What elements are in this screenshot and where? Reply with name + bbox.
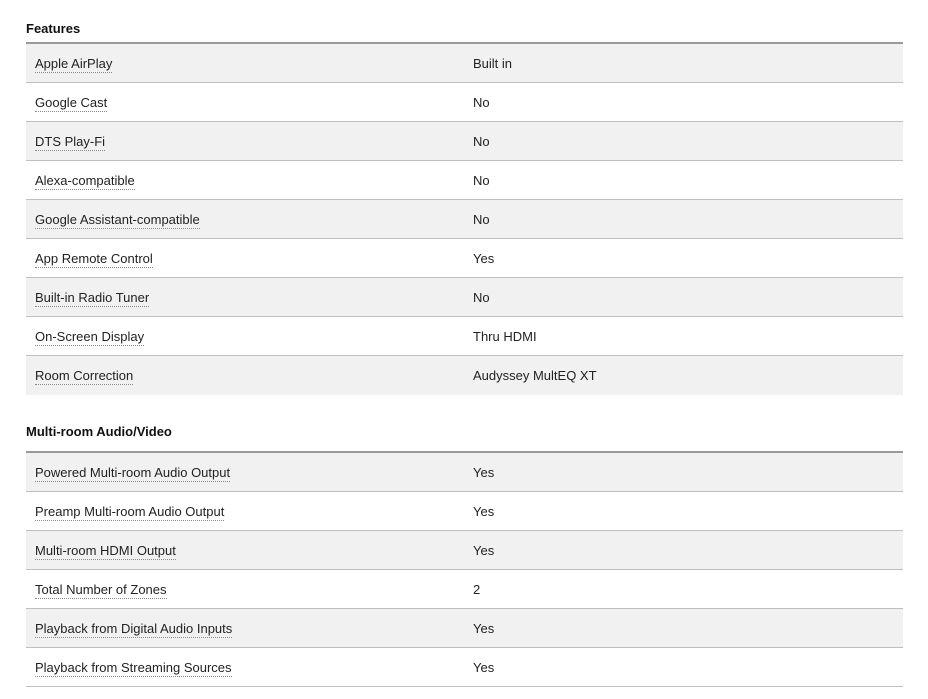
- table-row: [26, 609, 903, 648]
- spec-value: No: [473, 289, 490, 305]
- table-row: [26, 83, 903, 122]
- table-row: [26, 278, 903, 317]
- section-title-features: Features: [26, 0, 903, 44]
- table-row: [26, 570, 903, 609]
- table-row: [26, 492, 903, 531]
- spec-value: No: [473, 172, 490, 188]
- table-row: [26, 161, 903, 200]
- spec-value: Yes: [473, 250, 495, 266]
- spec-label-link[interactable]: On-Screen Display: [35, 328, 145, 344]
- table-row: [26, 200, 903, 239]
- spec-label-link[interactable]: Preamp Multi-room Audio Output: [35, 503, 225, 519]
- spec-value: No: [473, 133, 490, 149]
- spec-label-link[interactable]: Powered Multi-room Audio Output: [35, 464, 231, 480]
- table-row: [26, 317, 903, 356]
- spec-value: Yes: [473, 620, 495, 636]
- spec-value: Yes: [473, 464, 495, 480]
- table-row: [26, 453, 903, 492]
- spec-value: No: [473, 94, 490, 110]
- spec-sheet: [26, 0, 903, 687]
- spec-value: Yes: [473, 659, 495, 675]
- spec-label-link[interactable]: Google Assistant-compatible: [35, 211, 200, 227]
- spec-label-link[interactable]: Alexa-compatible: [35, 172, 135, 188]
- table-row: [26, 122, 903, 161]
- spec-label-link[interactable]: DTS Play-Fi: [35, 133, 106, 149]
- spec-value: No: [473, 211, 490, 227]
- spec-label-link[interactable]: Room Correction: [35, 368, 134, 383]
- spec-value: 2: [473, 581, 481, 597]
- table-row: [26, 356, 903, 395]
- spec-value: Yes: [473, 542, 495, 558]
- spec-value: Built in: [473, 55, 513, 71]
- features-table: [26, 44, 903, 395]
- table-row: [26, 44, 903, 83]
- spec-label-link[interactable]: Google Cast: [35, 94, 108, 110]
- spec-value: Thru HDMI: [473, 328, 537, 344]
- multiroom-table: [26, 453, 903, 687]
- section-title-multiroom: Multi-room Audio/Video: [26, 395, 903, 453]
- spec-value: Audyssey MultEQ XT: [473, 368, 597, 383]
- spec-label-link[interactable]: Playback from Streaming Sources: [35, 659, 232, 675]
- table-row: [26, 531, 903, 570]
- spec-value: Yes: [473, 503, 495, 519]
- spec-label-link[interactable]: Total Number of Zones: [35, 581, 167, 597]
- spec-label-link[interactable]: Playback from Digital Audio Inputs: [35, 620, 233, 636]
- table-row: [26, 239, 903, 278]
- spec-label-link[interactable]: Multi-room HDMI Output: [35, 542, 176, 558]
- spec-label-link[interactable]: App Remote Control: [35, 250, 153, 266]
- spec-label-link[interactable]: Built-in Radio Tuner: [35, 289, 150, 305]
- spec-label-link[interactable]: Apple AirPlay: [35, 55, 113, 71]
- table-row: [26, 648, 903, 687]
